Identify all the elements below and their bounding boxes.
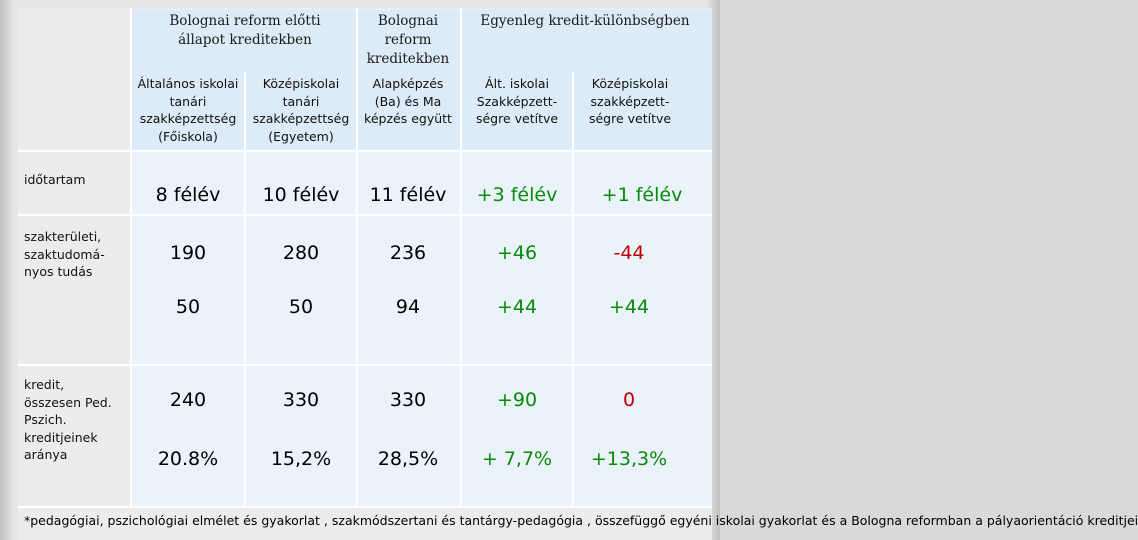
value-duration-secondary-diff: +1 félév (601, 184, 683, 206)
value-total-secondary-diff: 0 (622, 389, 636, 411)
value-duration-general: 8 félév (155, 184, 221, 206)
value-total-secondary: 330 (282, 389, 320, 411)
value-field-a-general-diff: +46 (496, 242, 538, 264)
value-field-a-secondary: 280 (282, 242, 320, 264)
value-field-b-secondary-diff: +44 (608, 296, 650, 318)
grid-hline (18, 506, 712, 508)
value-ratio-secondary: 15,2% (270, 448, 332, 470)
value-field-a-bologna: 236 (389, 242, 427, 264)
grid-vline (572, 72, 574, 506)
value-ratio-general: 20.8% (157, 448, 219, 470)
header-before: Bolognai reform előtti állapot kreditekben (169, 13, 321, 48)
value-ratio-secondary-diff: +13,3% (590, 448, 668, 470)
subheader-bologna: Alapképzés (Ba) és Ma képzés együtt (364, 76, 452, 126)
grid-hline (18, 214, 712, 216)
value-field-b-bologna: 94 (395, 296, 421, 318)
value-total-bologna: 330 (389, 389, 427, 411)
value-field-b-general-diff: +44 (496, 296, 538, 318)
row-label-duration: időtartam (24, 172, 86, 187)
row-label-credits-total: kredit, összesen Ped. Pszich. kreditjeinek aránya (24, 377, 112, 462)
value-field-b-general: 50 (175, 296, 201, 318)
value-field-b-secondary: 50 (288, 296, 314, 318)
header-balance: Egyenleg kredit-különbségben (480, 13, 690, 29)
value-total-general-diff: +90 (496, 389, 538, 411)
footnote: *pedagógiai, pszichológiai elmélet és gyakorlat , szakmódszertani és tantárgy-pedagógia , összefüggő egyéni iskolai gyakorlat és a Bologna reformban a pályaorientáció kreditjei (24, 513, 1138, 528)
value-duration-bologna: 11 félév (369, 184, 447, 206)
grid-hline (18, 364, 712, 366)
row-label-field-knowledge: szakterületi, szaktudomá-nyos tudás (24, 229, 105, 279)
grid-hline (18, 150, 712, 152)
value-duration-secondary: 10 félév (262, 184, 340, 206)
value-total-general: 240 (169, 389, 207, 411)
value-field-a-secondary-diff: -44 (613, 242, 645, 264)
subheader-secondary: Középiskolai tanári szakképzettség (Egyetem) (252, 76, 350, 144)
subheader-secondary-diff: Középiskolai szakképzett-ségre vetítve (588, 76, 672, 126)
value-ratio-general-diff: + 7,7% (481, 448, 553, 470)
value-duration-general-diff: +3 félév (476, 184, 558, 206)
value-ratio-bologna: 28,5% (377, 448, 439, 470)
header-bologna: Bolognai reform kreditekben (366, 13, 450, 67)
subheader-general: Általános iskolai tanári szakképzettség (Főiskola) (137, 76, 239, 144)
value-field-a-general: 190 (169, 242, 207, 264)
subheader-general-diff: Ált. iskolai Szakképzett-ségre vetítve (475, 76, 559, 126)
